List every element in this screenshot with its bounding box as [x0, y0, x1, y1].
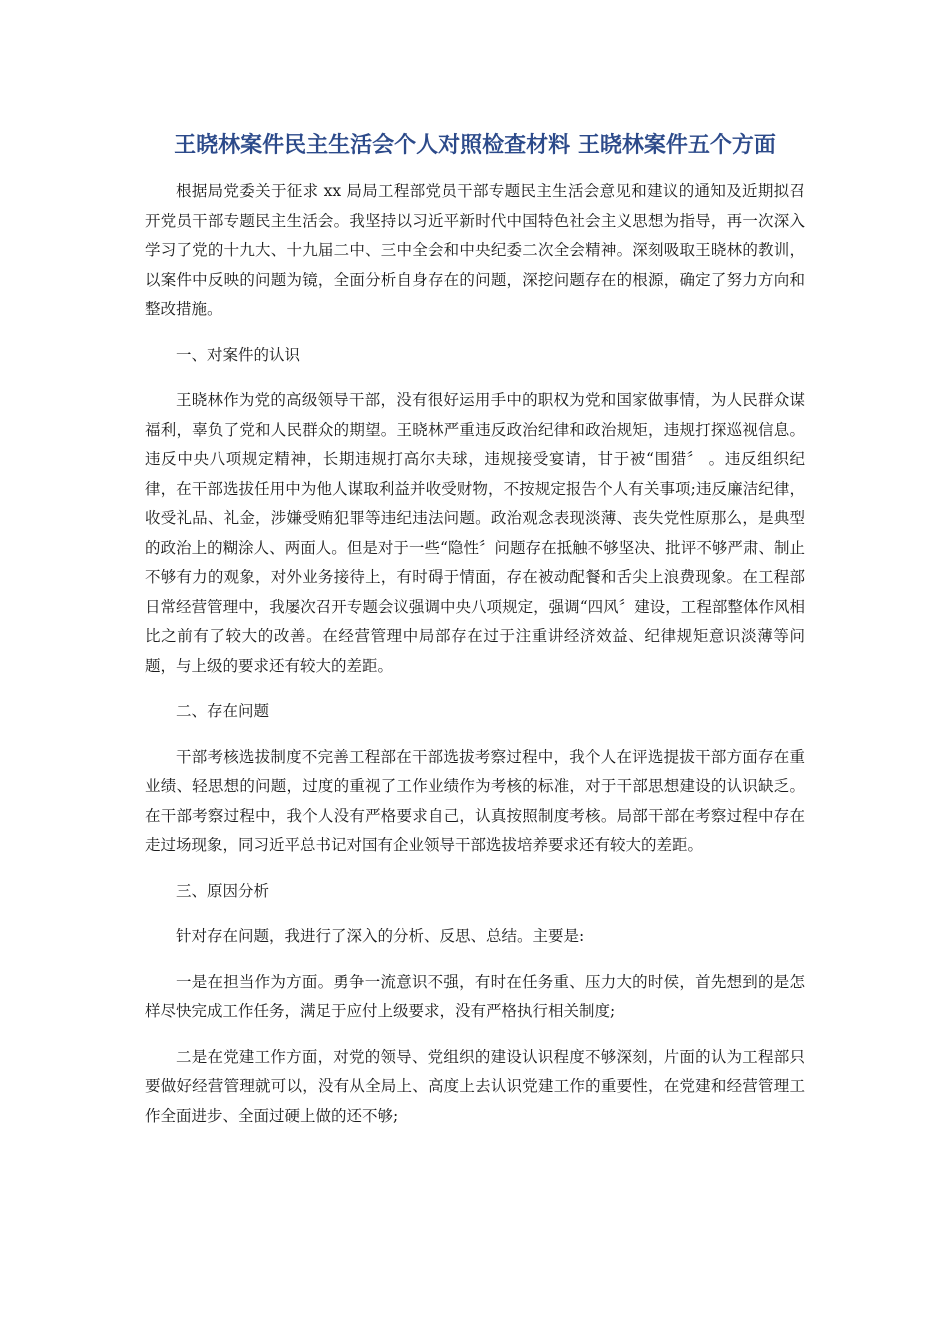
document-page [145, 128, 805, 1147]
section-heading-awareness: 一、对案件的认识 [176, 345, 301, 364]
section-heading-causes: 三、原因分析 [176, 881, 270, 900]
section-heading-problems: 二、存在问题 [176, 702, 270, 720]
section-body-problems: 干部考核选拔制度不完善工程部在干部选拔考察过程中，我个人在评选提拔干部方面存在重业绩、轻思想的问题，过度的重视了工作业绩作为考核的标准，对于干部思想建设的认识缺乏。在干部考察过程中，我个人没有严格要求自己，认真按照制度考核。局部干部在考察过程中存在走过场现象，同习近平总书记对国有企业领导干部选拔培养要求还有较大的差距。 [145, 747, 805, 854]
document-title: 王晓林案件民主生活会个人对照检查材料 王晓林案件五个方面 [174, 133, 776, 158]
section-body-awareness: 王晓林作为党的高级领导干部，没有很好运用手中的职权为党和国家做事情，为人民群众谋福利，辜负了党和人民群众的期望。王晓林严重违反政治纪律和政治规矩，违规打探巡视信息。违反中央八项规定精神，长期违规打高尔夫球，违规接受宴请，甘于被“围猎〞 。违反组织纪律，在干部选拔任用中为他人谋取利益并收受财物，不按规定报告个人有关事项;违反廉洁纪律，收受礼品、礼金，涉嫌受贿犯罪等违纪违法问题。政治观念表现淡薄、丧失党性原那么，是典型的政治上的糊涂人、两面人。但是对于一些“隐性〞问题存在抵触不够坚决、批评不够严肃、制止不够有力的观象，对外业务接待上，有时碍于情面，存在被动配餐和舌尖上浪费现象。在工程部日常经营管理中，我屡次召开专题会议强调中央八项规定，强调“四风〞建设，工程部整体作风相比之前有了较大的改善。在经营管理中局部存在过于注重讲经济效益、纪律规矩意识淡薄等问题，与上级的要求还有较大的差距。 [145, 391, 805, 675]
cause-point-responsibility: 一是在担当作为方面。勇争一流意识不强，有时在任务重、压力大的时侯，首先想到的是怎样尽快完成工作任务，满足于应付上级要求，没有严格执行相关制度; [145, 972, 805, 1020]
intro-paragraph: 根据局党委关于征求 xx 局局工程部党员干部专题民主生活会意见和建议的通知及近期拟召开党员干部专题民主生活会。我坚持以习近平新时代中国特色社会主义思想为指导，再一次深入学习了党的十九大、十九届二中、三中全会和中央纪委二次全会精神。深刻吸取王晓林的教训，以案件中反映的问题为镜，全面分析自身存在的问题，深挖问题存在的根源，确定了努力方向和整改措施。 [145, 182, 805, 318]
section-intro-causes: 针对存在问题，我进行了深入的分析、反思、总结。主要是: [176, 927, 585, 945]
cause-point-party-building: 二是在党建工作方面，对党的领导、党组织的建设认识程度不够深刻，片面的认为工程部只要做好经营管理就可以，没有从全局上、高度上去认识党建工作的重要性，在党建和经营管理工作全面进步、全面过硬上做的还不够; [145, 1047, 805, 1125]
